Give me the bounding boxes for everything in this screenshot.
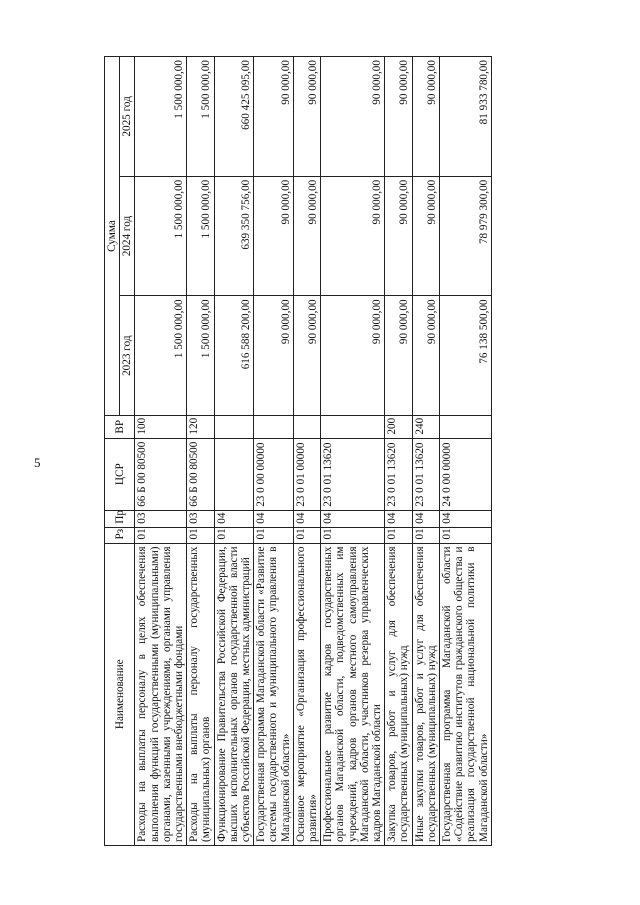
csr-cell: [214, 438, 254, 510]
table-row: [293, 57, 320, 846]
vr-cell: 100: [135, 416, 187, 439]
header-name: Наименование: [105, 543, 135, 845]
rz-cell: 01: [135, 527, 187, 543]
header-csr: ЦСР: [105, 438, 135, 510]
sum-2023-cell: 616 588 200,00: [214, 296, 254, 416]
sum-2025-cell: 1 500 000,00: [135, 57, 187, 177]
table-row: [321, 57, 385, 846]
csr-cell: 23 0 01 00000: [293, 438, 320, 510]
sum-2024-cell: 1 500 000,00: [187, 176, 214, 296]
pr-cell: 04: [321, 510, 385, 527]
name-cell: Государственная программа Магаданской области «Содействие развитию институтов гражданского общества и реализация государственной национальной политики в Магаданской области»: [440, 543, 492, 845]
csr-cell: 23 0 01 13620: [321, 438, 385, 510]
name-cell: Основное мероприятие «Организация профессионального развития»: [293, 543, 320, 845]
sum-2025-cell: 90 000,00: [254, 57, 294, 177]
rz-cell: 01: [254, 527, 294, 543]
sum-2023-cell: 76 138 500,00: [440, 296, 492, 416]
header-pr: Пр: [105, 510, 135, 527]
rotated-page: [104, 56, 544, 846]
sum-2024-cell: 90 000,00: [412, 176, 439, 296]
vr-cell: [254, 416, 294, 439]
sum-2023-cell: 90 000,00: [254, 296, 294, 416]
csr-cell: 23 0 01 13620: [412, 438, 439, 510]
csr-cell: 66 Б 00 80500: [135, 438, 187, 510]
rz-cell: 01: [187, 527, 214, 543]
table-row: [440, 57, 492, 846]
table-row: [254, 57, 294, 846]
sum-2023-cell: 1 500 000,00: [187, 296, 214, 416]
page-number: 5: [34, 455, 41, 470]
table-row: [187, 57, 214, 846]
vr-cell: 240: [412, 416, 439, 439]
sum-2025-cell: 90 000,00: [385, 57, 412, 177]
name-cell: Функционирование Правительства Российской Федерации, высших исполнительных органов государственной власти субъектов Российской Федерации, местных администраций: [214, 543, 254, 845]
header-2023: 2023 год: [120, 296, 135, 416]
sum-2024-cell: 90 000,00: [254, 176, 294, 296]
name-cell: Профессиональное развитие кадров государственных органов Магаданской области, подведомственных им учреждений, кадров органов местного самоуправления Магаданской области, участников резерва управленческих кадров Магаданской области: [321, 543, 385, 845]
sum-2023-cell: 1 500 000,00: [135, 296, 187, 416]
sum-2024-cell: 90 000,00: [321, 176, 385, 296]
sum-2024-cell: 78 979 300,00: [440, 176, 492, 296]
pr-cell: 04: [214, 510, 254, 527]
rz-cell: 01: [412, 527, 439, 543]
sum-2025-cell: 90 000,00: [293, 57, 320, 177]
name-cell: Иные закупки товаров, работ и услуг для обеспечения государственных (муниципальных) нужд: [412, 543, 439, 845]
sum-2023-cell: 90 000,00: [293, 296, 320, 416]
sum-2024-cell: 639 350 756,00: [214, 176, 254, 296]
rz-cell: 01: [385, 527, 412, 543]
vr-cell: [321, 416, 385, 439]
pr-cell: 04: [254, 510, 294, 527]
sum-2025-cell: 90 000,00: [412, 57, 439, 177]
sum-2025-cell: 660 425 095,00: [214, 57, 254, 177]
pr-cell: 04: [293, 510, 320, 527]
sum-2024-cell: 90 000,00: [385, 176, 412, 296]
pr-cell: 03: [135, 510, 187, 527]
csr-cell: 24 0 00 00000: [440, 438, 492, 510]
table-row: [385, 57, 412, 846]
sum-2024-cell: 1 500 000,00: [135, 176, 187, 296]
name-cell: Расходы на выплаты персоналу в целях обеспечения выполнения функций государственными (муниципальными) органами, казенными учреждениями, органами управления государственными внебюджетными фондами: [135, 543, 187, 845]
table-row: [412, 57, 439, 846]
sum-2025-cell: 90 000,00: [321, 57, 385, 177]
csr-cell: 23 0 01 13620: [385, 438, 412, 510]
header-2024: 2024 год: [120, 176, 135, 296]
header-row: [105, 57, 120, 846]
sum-2025-cell: 81 933 780,00: [440, 57, 492, 177]
vr-cell: [214, 416, 254, 439]
csr-cell: 23 0 00 00000: [254, 438, 294, 510]
table-row: [135, 57, 187, 846]
rz-cell: 01: [214, 527, 254, 543]
rz-cell: 01: [293, 527, 320, 543]
sum-2023-cell: 90 000,00: [321, 296, 385, 416]
pr-cell: 04: [412, 510, 439, 527]
pr-cell: 04: [440, 510, 492, 527]
name-cell: Государственная программа Магаданской области «Развитие системы государственного и муниципального управления в Магаданской области»: [254, 543, 294, 845]
rz-cell: 01: [321, 527, 385, 543]
sum-2024-cell: 90 000,00: [293, 176, 320, 296]
pr-cell: 03: [187, 510, 214, 527]
table-row: [214, 57, 254, 846]
csr-cell: 66 Б 00 80500: [187, 438, 214, 510]
pr-cell: 04: [385, 510, 412, 527]
name-cell: Закупка товаров, работ и услуг для обеспечения государственных (муниципальных) нужд: [385, 543, 412, 845]
table-body: [135, 57, 491, 846]
header-rz: Рз: [105, 527, 135, 543]
header-2025: 2025 год: [120, 57, 135, 177]
vr-cell: 120: [187, 416, 214, 439]
rz-cell: 01: [440, 527, 492, 543]
vr-cell: 200: [385, 416, 412, 439]
header-sum: Сумма: [105, 57, 120, 416]
budget-table: [104, 56, 492, 846]
sum-2025-cell: 1 500 000,00: [187, 57, 214, 177]
sum-2023-cell: 90 000,00: [412, 296, 439, 416]
header-vr: ВР: [105, 416, 135, 439]
vr-cell: [293, 416, 320, 439]
name-cell: Расходы на выплаты персоналу государственных (муниципальных) органов: [187, 543, 214, 845]
sum-2023-cell: 90 000,00: [385, 296, 412, 416]
vr-cell: [440, 416, 492, 439]
